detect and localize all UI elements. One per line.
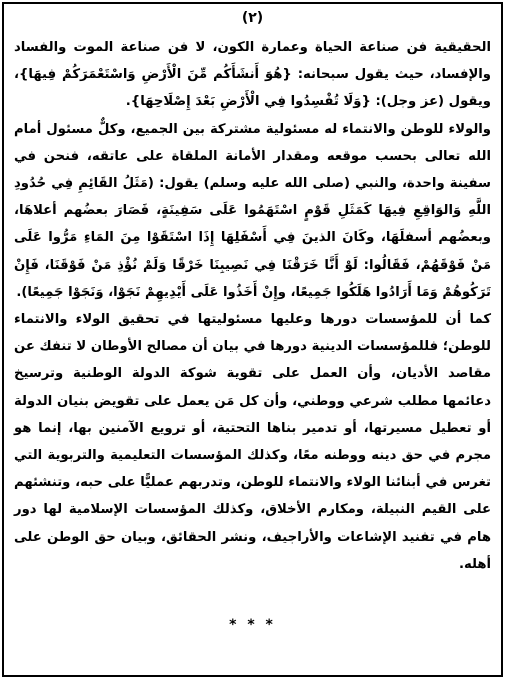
paragraph-3: كما أن للمؤسسات دورها وعليها مسئوليتها في تحقيق الولاء والانتماء للوطن؛ فللمؤسسات الدينية دورها في بيان أن مصالح الأوطان لا تنفك عن مقاصد الأديان، وأن العمل على تقوية شوكة الدولة الوطنية وترسيخ دعائمها مطلب شرعي ووطني، وأن كل مَن يعمل على تقويض بنيان الدولة أو تعطيل مسيرتها، أو تدمير بناها التحتية، أو ترويع الآمنين بها، إنما هو مجرم في حق دينه ووطنه معًا، وكذلك المؤسسات التعليمية والتربوية التي تغرس في أبنائنا الولاء والانتماء للوطن، وتدربهم عمليًّا على حبه، وتنشئهم على القيم النبيلة، ومكارم الأخلاق، وكذلك المؤسسات الإسلامية لها دور هام في تفنيد الإشاعات والأراجيف، ونشر الحقائق، وبيان حق الوطن على أهله. [14,312,491,572]
section-separator: * * * [229,617,276,633]
page-number: (٢) [241,10,264,26]
article-body [14,34,491,578]
paragraph-1: الحقيقية فن صناعة الحياة وعمارة الكون، لا فن صناعة الموت والفساد والإفساد، حيث يقول سبحانه: {هُوَ أَنشَأَكُم مِّنَ الْأَرْضِ وَاسْتَعْمَرَكُمْ فِيهَا}، ويقول (عز وجل): {وَلَا تُفْسِدُوا فِي الْأَرْضِ بَعْدَ إِصْلَاحِهَا}. [14,40,491,110]
paragraph-2: والولاء للوطن والانتماء له مسئولية مشتركة بين الجميع، وكلٌّ مسئول أمام الله تعالى بحسب موقعه ومقدار الأمانة الملقاة على عاتقه، فنحن في سفينة واحدة، والنبي (صلى الله عليه وسلم) يقول: (مَثَلُ القَائِمِ فِي حُدُودِ اللَّهِ وَالوَاقِعِ فِيهَا كَمَثَلِ قَوْمٍ اسْتَهَمُوا عَلَى سَفِينَةٍ، فَصَارَ بعضُهم أعلاهَا، وبعضُهم أسفلَهَا، وكَانَ الذينَ فِي أَسْفَلِهَا إِذَا اسْتَقَوْا مِنَ المَاءِ مَرُّوا عَلَى مَنْ فَوْقَهُمْ، فَقَالُوا: لَوْ أَنَّا خَرَقْنَا فِي نَصِيبِنَا خَرْقًا وَلَمْ نُؤْذِ مَنْ فَوْقَنَا، فَإِنْ تَرَكُوهُمْ وَمَا أَرَادُوا هَلَكُوا جَمِيعًا، وإِنْ أَخَذُوا عَلَى أَيْدِيهِمْ نَجَوْا، وَنَجَوْا جَمِيعًا). [14,121,491,300]
page-frame [2,2,503,677]
